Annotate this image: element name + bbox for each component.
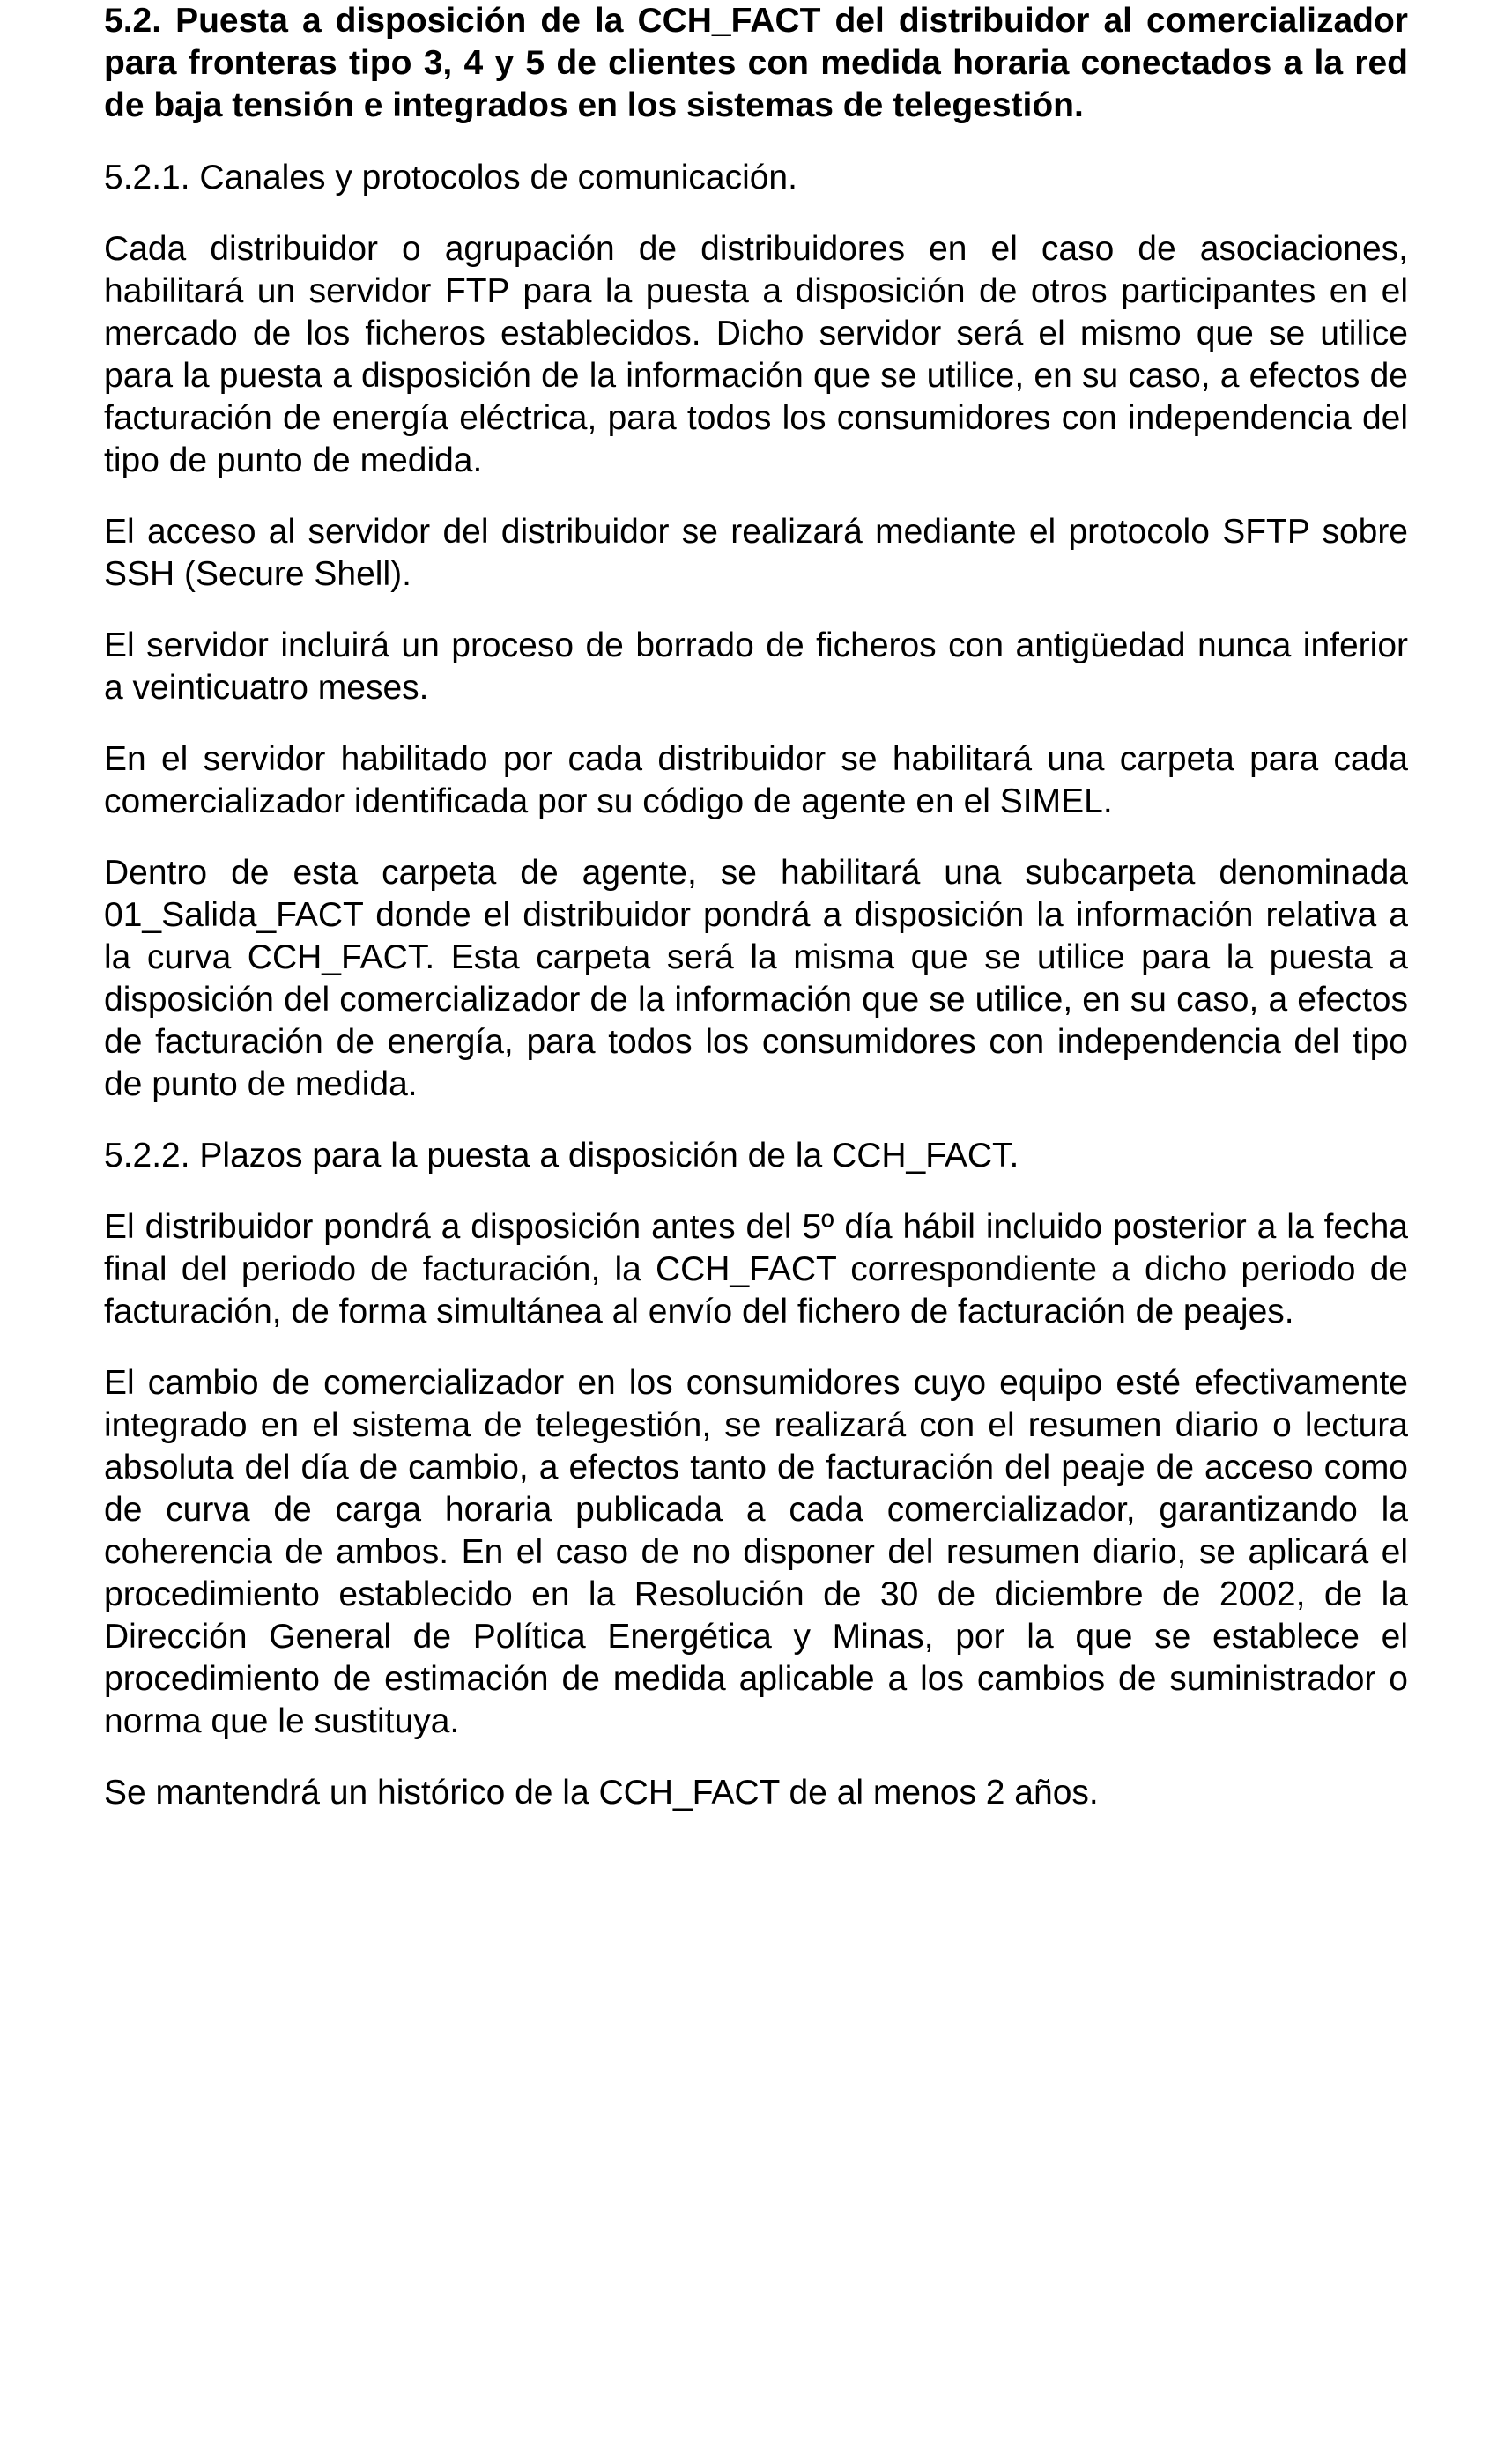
subsection-title-5-2-2: 5.2.2. Plazos para la puesta a disposición de la CCH_FACT.: [104, 1137, 1019, 1175]
paragraph-acceso-sftp: El acceso al servidor del distribuidor se realizará mediante el protocolo SFTP sobre SSH (Secure Shell).: [104, 513, 1408, 593]
paragraph-subcarpeta-salida: Dentro de esta carpeta de agente, se habilitará una subcarpeta denominada 01_Salida_FACT donde el distribuidor pondrá a disposición la información relativa a la curva CCH_FACT. Esta carpeta será la misma que se utilice para la puesta a disposición del comercializador de la información que se utilice, en su caso, a efectos de facturación de energía, para todos los consumidores con independencia del tipo de punto de medida.: [104, 854, 1408, 1103]
paragraph-plazo-disposicion: El distribuidor pondrá a disposición antes del 5º día hábil incluido posterior a la fecha final del periodo de facturación, la CCH_FACT correspondiente a dicho periodo de facturación, de forma simultánea al envío del fichero de facturación de peajes.: [104, 1208, 1408, 1330]
paragraph-historico: Se mantendrá un histórico de la CCH_FACT de al menos 2 años.: [104, 1774, 1099, 1812]
document-page: [104, 0, 1408, 1843]
paragraph-borrado-ficheros: El servidor incluirá un proceso de borrado de ficheros con antigüedad nunca inferior a veinticuatro meses.: [104, 626, 1408, 707]
paragraph-carpeta-comercializador: En el servidor habilitado por cada distribuidor se habilitará una carpeta para cada comercializador identificada por su código de agente en el SIMEL.: [104, 740, 1408, 820]
paragraph-cambio-comercializador: El cambio de comercializador en los consumidores cuyo equipo esté efectivamente integrado en el sistema de telegestión, se realizará con el resumen diario o lectura absoluta del día de cambio, a efectos tanto de facturación del peaje de acceso como de curva de carga horaria publicada a cada comercializador, garantizando la coherencia de ambos. En el caso de no disponer del resumen diario, se aplicará el procedimiento establecido en la Resolución de 30 de diciembre de 2002, de la Dirección General de Política Energética y Minas, por la que se establece el procedimiento de estimación de medida aplicable a los cambios de suministrador o norma que le sustituya.: [104, 1364, 1408, 1740]
section-heading: 5.2. Puesta a disposición de la CCH_FACT del distribuidor al comercializador para fronteras tipo 3, 4 y 5 de clientes con medida horaria conectados a la red de baja tensión e integrados en los sistemas de telegestión.: [104, 2, 1408, 124]
subsection-title-5-2-1: 5.2.1. Canales y protocolos de comunicación.: [104, 159, 797, 196]
paragraph-servidor-ftp: Cada distribuidor o agrupación de distribuidores en el caso de asociaciones, habilitará un servidor FTP para la puesta a disposición de otros participantes en el mercado de los ficheros establecidos. Dicho servidor será el mismo que se utilice para la puesta a disposición de la información que se utilice, en su caso, a efectos de facturación de energía eléctrica, para todos los consumidores con independencia del tipo de punto de medida.: [104, 230, 1408, 479]
